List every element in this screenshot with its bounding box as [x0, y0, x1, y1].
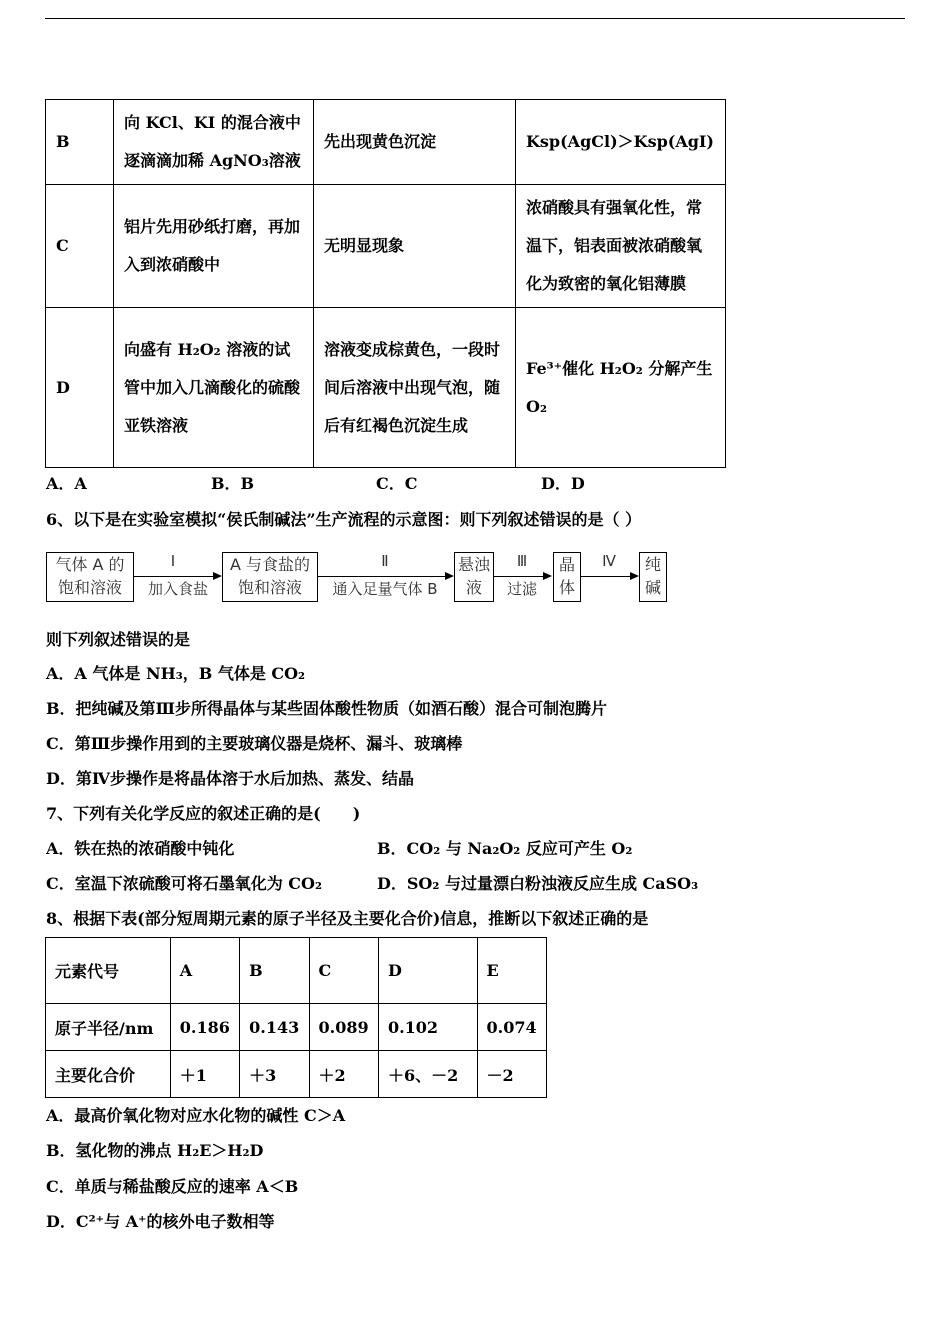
- row-label: C: [46, 185, 114, 308]
- flow-box-line: 悬浊: [457, 555, 490, 574]
- step-2-number: Ⅱ: [381, 552, 389, 570]
- q6-option-a[interactable]: A．A 气体是 NH₃，B 气体是 CO₂: [46, 664, 306, 683]
- phenomenon-cell: 溶液变成棕黄色，一段时间后溶液中出现气泡，随后有红褐色沉淀生成: [314, 308, 516, 468]
- flow-box-line: 体: [558, 578, 575, 597]
- q7-option-c[interactable]: C．室温下浓硫酸可将石墨氧化为 CO₂: [46, 874, 322, 893]
- q8-stem: 8、根据下表(部分短周期元素的原子半径及主要化合价)信息，推断以下叙述正确的是: [46, 909, 649, 928]
- flow-box-a-salt-solution: [222, 552, 318, 602]
- q5-table: [45, 99, 726, 468]
- q6-option-d[interactable]: D．第Ⅳ步操作是将晶体溶于水后加热、蒸发、结晶: [46, 769, 415, 788]
- table-cell: 0.089: [309, 1004, 378, 1051]
- flow-box-line: 液: [465, 578, 482, 597]
- q5-option-d[interactable]: D．D: [541, 474, 585, 493]
- q6-option-c[interactable]: C．第Ⅲ步操作用到的主要玻璃仪器是烧杯、漏斗、玻璃棒: [46, 734, 463, 753]
- q6-stem: 6、以下是在实验室模拟“侯氏制碱法”生产流程的示意图：则下列叙述错误的是（ ）: [46, 510, 642, 529]
- q7-option-b[interactable]: B．CO₂ 与 Na₂O₂ 反应可产生 O₂: [377, 839, 633, 858]
- step-3-label: 过滤: [506, 580, 537, 598]
- flow-box-crystal: [553, 552, 581, 602]
- flow-box-line: 饱和溶液: [237, 578, 302, 597]
- step-4-number: Ⅳ: [602, 552, 616, 570]
- table-cell: 原子半径/nm: [46, 1004, 171, 1051]
- table-cell: －2: [477, 1051, 546, 1098]
- q8-option-a[interactable]: A．最高价氧化物对应水化物的碱性 C＞A: [46, 1106, 346, 1125]
- row-label: D: [46, 308, 114, 468]
- process-flow-diagram: [46, 550, 676, 606]
- row-label: B: [46, 100, 114, 185]
- operation-cell: 向 KCl、KI 的混合液中逐滴滴加稀 AgNO₃溶液: [114, 100, 314, 185]
- step-3-number: Ⅲ: [516, 552, 528, 570]
- step-1-number: Ⅰ: [170, 552, 176, 570]
- q6-sub-stem: 则下列叙述错误的是: [46, 630, 191, 649]
- table-row: [46, 100, 726, 185]
- table-header-row: [46, 938, 547, 1004]
- table-cell: ＋1: [170, 1051, 239, 1098]
- q8-element-table: [45, 937, 547, 1098]
- flow-box-line: 饱和溶液: [57, 578, 122, 597]
- step-2-label: 通入足量气体 B: [332, 580, 438, 598]
- q7-option-a[interactable]: A．铁在热的浓硝酸中钝化: [46, 839, 235, 858]
- flow-box-line: 碱: [644, 578, 661, 597]
- header-cell: C: [309, 938, 378, 1004]
- conclusion-cell: 浓硝酸具有强氧化性，常温下，铝表面被浓硝酸氧化为致密的氧化铝薄膜: [516, 185, 726, 308]
- table-cell: 0.074: [477, 1004, 546, 1051]
- header-cell: 元素代号: [46, 938, 171, 1004]
- operation-cell: 向盛有 H₂O₂ 溶液的试管中加入几滴酸化的硫酸亚铁溶液: [114, 308, 314, 468]
- flow-box-soda-ash: [639, 552, 667, 602]
- arrow-step-1: [134, 576, 220, 577]
- table-cell: ＋2: [309, 1051, 378, 1098]
- header-cell: A: [170, 938, 239, 1004]
- phenomenon-cell: 无明显现象: [314, 185, 516, 308]
- conclusion-cell: Fe³⁺催化 H₂O₂ 分解产生 O₂: [516, 308, 726, 468]
- q8-option-c[interactable]: C．单质与稀盐酸反应的速率 A＜B: [46, 1177, 299, 1196]
- flow-box-gas-a-solution: [46, 552, 134, 602]
- q8-option-b[interactable]: B．氢化物的沸点 H₂E＞H₂D: [46, 1141, 264, 1160]
- header-cell: E: [477, 938, 546, 1004]
- table-cell: 0.102: [378, 1004, 477, 1051]
- table-cell: 主要化合价: [46, 1051, 171, 1098]
- table-row: [46, 1051, 547, 1098]
- q8-option-d[interactable]: D．C²⁺与 A⁺的核外电子数相等: [46, 1212, 275, 1231]
- flow-box-line: 气体 A 的: [55, 555, 125, 574]
- operation-cell: 铝片先用砂纸打磨，再加入到浓硝酸中: [114, 185, 314, 308]
- arrow-step-4: [581, 576, 637, 577]
- flow-box-line: 纯: [644, 555, 661, 574]
- phenomenon-cell: 先出现黄色沉淀: [314, 100, 516, 185]
- q5-option-c[interactable]: C．C: [376, 474, 418, 493]
- q7-option-d[interactable]: D．SO₂ 与过量漂白粉浊液反应生成 CaSO₃: [377, 874, 699, 893]
- arrow-step-3: [494, 576, 550, 577]
- table-row: [46, 308, 726, 468]
- table-cell: 0.186: [170, 1004, 239, 1051]
- table-row: [46, 185, 726, 308]
- flow-box-line: A 与食盐的: [229, 555, 311, 574]
- table-row: [46, 1004, 547, 1051]
- header-cell: D: [378, 938, 477, 1004]
- step-1-label: 加入食盐: [147, 580, 208, 598]
- table-cell: ＋3: [240, 1051, 309, 1098]
- table-cell: 0.143: [240, 1004, 309, 1051]
- header-rule: [45, 18, 905, 19]
- q7-stem: 7、下列有关化学反应的叙述正确的是( ): [46, 804, 361, 823]
- flow-box-suspension: [454, 552, 494, 602]
- conclusion-cell: Ksp(AgCl)＞Ksp(AgI): [516, 100, 726, 185]
- arrow-step-2: [318, 576, 452, 577]
- q6-option-b[interactable]: B．把纯碱及第Ⅲ步所得晶体与某些固体酸性物质（如酒石酸）混合可制泡腾片: [46, 699, 608, 718]
- header-cell: B: [240, 938, 309, 1004]
- table-cell: ＋6、－2: [378, 1051, 477, 1098]
- flow-box-line: 晶: [558, 555, 575, 574]
- q5-option-b[interactable]: B．B: [211, 474, 255, 493]
- q5-option-a[interactable]: A．A: [46, 474, 87, 493]
